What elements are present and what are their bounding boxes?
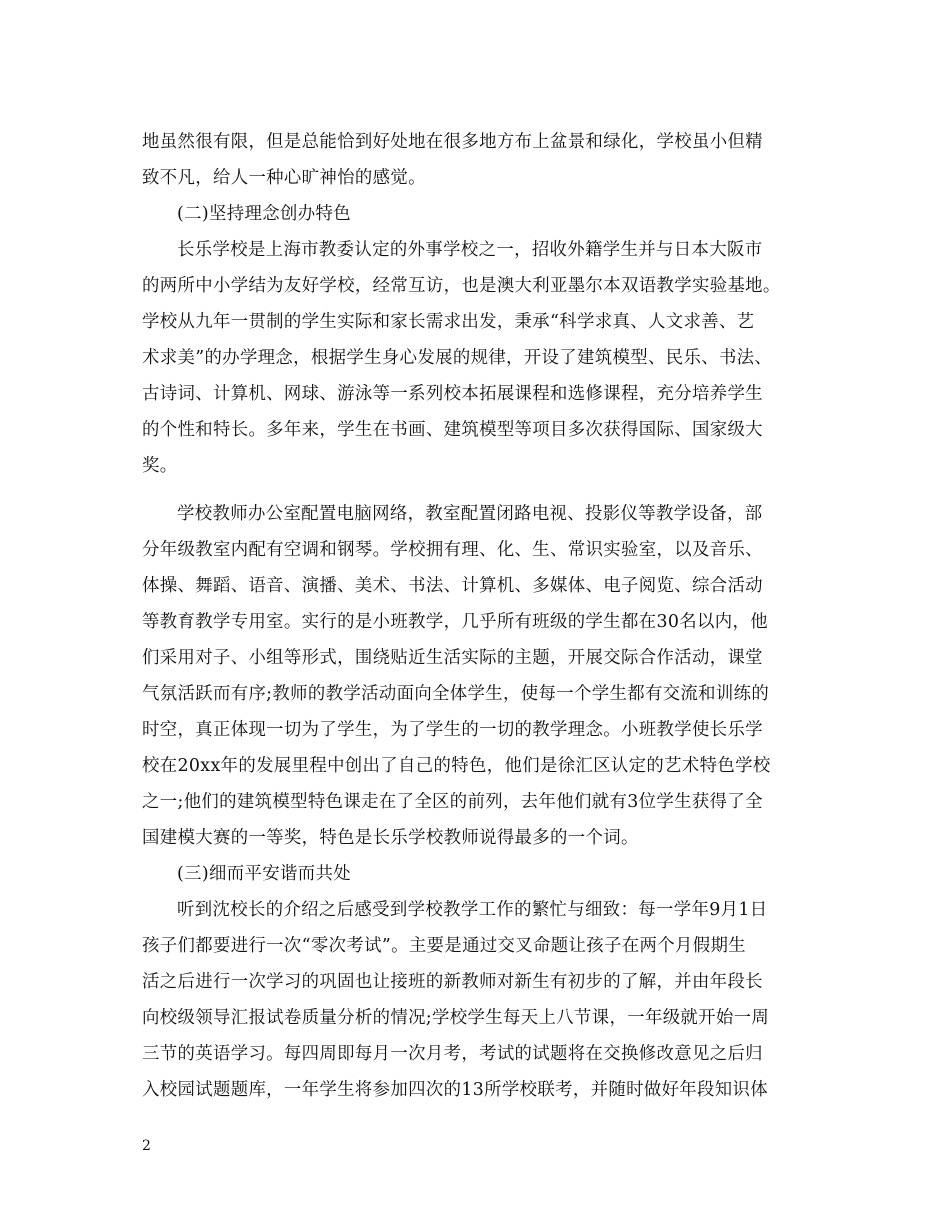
text-line: 体操、舞蹈、语音、演播、美术、书法、计算机、多媒体、电子阅览、综合活动 [142, 576, 763, 596]
text-line: 的两所中小学结为友好学校，经常互访，也是澳大利亚墨尔本双语教学实验基地。 [142, 276, 781, 296]
text-line: 致不凡，给人一种心旷神怡的感觉。 [142, 168, 426, 188]
text-line: 术求美”的办学理念，根据学生身心发展的规律，开设了建筑模型、民乐、书法、 [142, 348, 773, 368]
section-heading: (三)细而平安谐而共处 [177, 864, 351, 884]
text-line: 向校级领导汇报试卷质量分析的情况;学校学生每天上八节课，一年级就开始一周 [142, 1008, 770, 1028]
text-line: 三节的英语学习。每四周即每月一次月考，考试的试题将在交换修改意见之后归 [142, 1044, 763, 1064]
text-line: 古诗词、计算机、网球、游泳等一系列校本拓展课程和选修课程，充分培养学生 [142, 384, 763, 404]
text-line: 孩子们都要进行一次“零次考试”。主要是通过交叉命题让孩子在两个月假期生 [142, 936, 746, 956]
text-line: 国建模大赛的一等奖，特色是长乐学校教师说得最多的一个词。 [142, 828, 639, 848]
text-line: 之一;他们的建筑模型特色课走在了全区的前列，去年他们就有3位学生获得了全 [142, 792, 763, 812]
text-line: 校在20xx年的发展里程中创出了自己的特色，他们是徐汇区认定的艺术特色学校 [142, 756, 771, 776]
section-heading: (二)坚持理念创办特色 [177, 204, 351, 224]
paragraph-start-line: 学校教师办公室配置电脑网络，教室配置闭路电视、投影仪等教学设备，部 [177, 504, 763, 524]
page-number: 2 [142, 1138, 151, 1154]
text-line: 时空，真正体现一切为了学生，为了学生的一切的教学理念。小班教学使长乐学 [142, 720, 763, 740]
paragraph-start-line: 听到沈校长的介绍之后感受到学校教学工作的繁忙与细致：每一学年9月1日 [177, 900, 768, 920]
text-line: 分年级教室内配有空调和钢琴。学校拥有理、化、生、常识实验室，以及音乐、 [142, 540, 763, 560]
text-line: 活之后进行一次学习的巩固也让接班的新教师对新生有初步的了解，并由年段长 [142, 972, 763, 992]
text-line: 奖。 [142, 456, 178, 476]
text-line: 学校从九年一贯制的学生实际和家长需求出发，秉承“科学求真、人文求善、艺 [142, 312, 755, 332]
paragraph-start-line: 长乐学校是上海市教委认定的外事学校之一，招收外籍学生并与日本大阪市 [177, 240, 763, 260]
text-line: 入校园试题题库，一年学生将参加四次的13所学校联考，并随时做好年段知识体 [142, 1080, 769, 1100]
text-line: 的个性和特长。多年来，学生在书画、建筑模型等项目多次获得国际、国家级大 [142, 420, 763, 440]
text-line: 等教育教学专用室。实行的是小班教学，几乎所有班级的学生都在30名以内，他 [142, 612, 769, 632]
text-line: 们采用对子、小组等形式，围绕贴近生活实际的主题，开展交际合作活动，课堂 [142, 648, 763, 668]
text-line: 气氛活跃而有序;教师的教学活动面向全体学生，使每一个学生都有交流和训练的 [142, 684, 770, 704]
text-line: 地虽然很有限，但是总能恰到好处地在很多地方布上盆景和绿化，学校虽小但精 [142, 132, 763, 152]
